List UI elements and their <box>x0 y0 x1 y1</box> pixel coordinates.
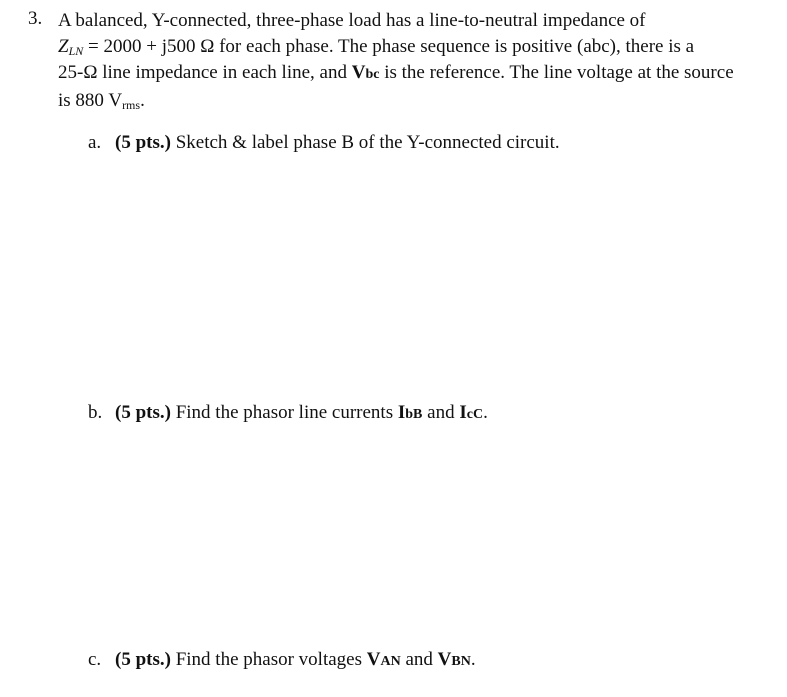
voltage-van <box>367 649 401 670</box>
part-c-label: c. <box>88 649 102 670</box>
part-b-answer-space[interactable] <box>88 430 748 640</box>
statement-line-3-before: 25-Ω line impedance in each line, and <box>58 62 352 83</box>
voltage-van-main: V <box>366 649 381 670</box>
statement-line-1: A balanced, Y-connected, three-phase load has a line-to-neutral impedance of <box>58 10 646 31</box>
statement-line-3-after: is the reference. The line voltage at the source <box>379 62 734 83</box>
part-a-points: (5 pts.) <box>115 132 171 153</box>
part-a-text: Sketch & label phase B of the Y-connected circuit. <box>170 132 560 153</box>
statement-line-2 <box>58 34 773 60</box>
part-c-mid: and <box>400 649 438 670</box>
voltage-vbn-main: V <box>437 649 452 670</box>
impedance-equals: = 2000 + <box>83 36 162 57</box>
impedance-j-term: j500 Ω <box>161 36 215 57</box>
part-c-text: Find the phasor voltages <box>170 649 367 670</box>
part-b-label: b. <box>88 402 103 423</box>
impedance-subscript: LN <box>68 44 84 58</box>
problem-statement <box>58 8 773 114</box>
statement-line-4-before: is 880 V <box>58 90 123 111</box>
reference-voltage-sub: bc <box>365 67 380 82</box>
part-b <box>88 401 488 427</box>
part-c-end: . <box>470 649 476 670</box>
part-c <box>88 648 476 674</box>
current-ibb <box>398 402 423 423</box>
statement-line-3 <box>58 60 773 88</box>
reference-voltage-main: V <box>351 62 366 83</box>
problem-number: 3. <box>28 8 43 29</box>
part-a-answer-space[interactable] <box>88 160 748 395</box>
part-a <box>88 131 560 155</box>
part-b-points: (5 pts.) <box>115 402 171 423</box>
statement-line-4-after: . <box>140 90 145 111</box>
voltage-vbn <box>438 649 471 670</box>
impedance-symbol: Z <box>58 36 69 57</box>
part-b-end: . <box>483 402 488 423</box>
current-ibb-main: I <box>397 402 406 423</box>
current-icc-main: I <box>459 402 467 423</box>
current-ibb-sub: bB <box>405 407 423 422</box>
statement-line-2-rest: for each phase. The phase sequence is positive (abc), there is a <box>214 36 695 57</box>
part-c-points: (5 pts.) <box>115 649 171 670</box>
current-icc-sub: cC <box>466 407 484 422</box>
part-b-text: Find the phasor line currents <box>170 402 398 423</box>
rms-subscript: rms <box>122 98 141 112</box>
voltage-van-sub: AN <box>380 654 401 669</box>
part-b-mid: and <box>422 402 460 423</box>
voltage-vbn-sub: BN <box>451 654 471 669</box>
reference-voltage <box>352 62 380 83</box>
part-a-label: a. <box>88 132 102 153</box>
statement-line-4 <box>58 88 773 114</box>
current-icc <box>459 402 483 423</box>
